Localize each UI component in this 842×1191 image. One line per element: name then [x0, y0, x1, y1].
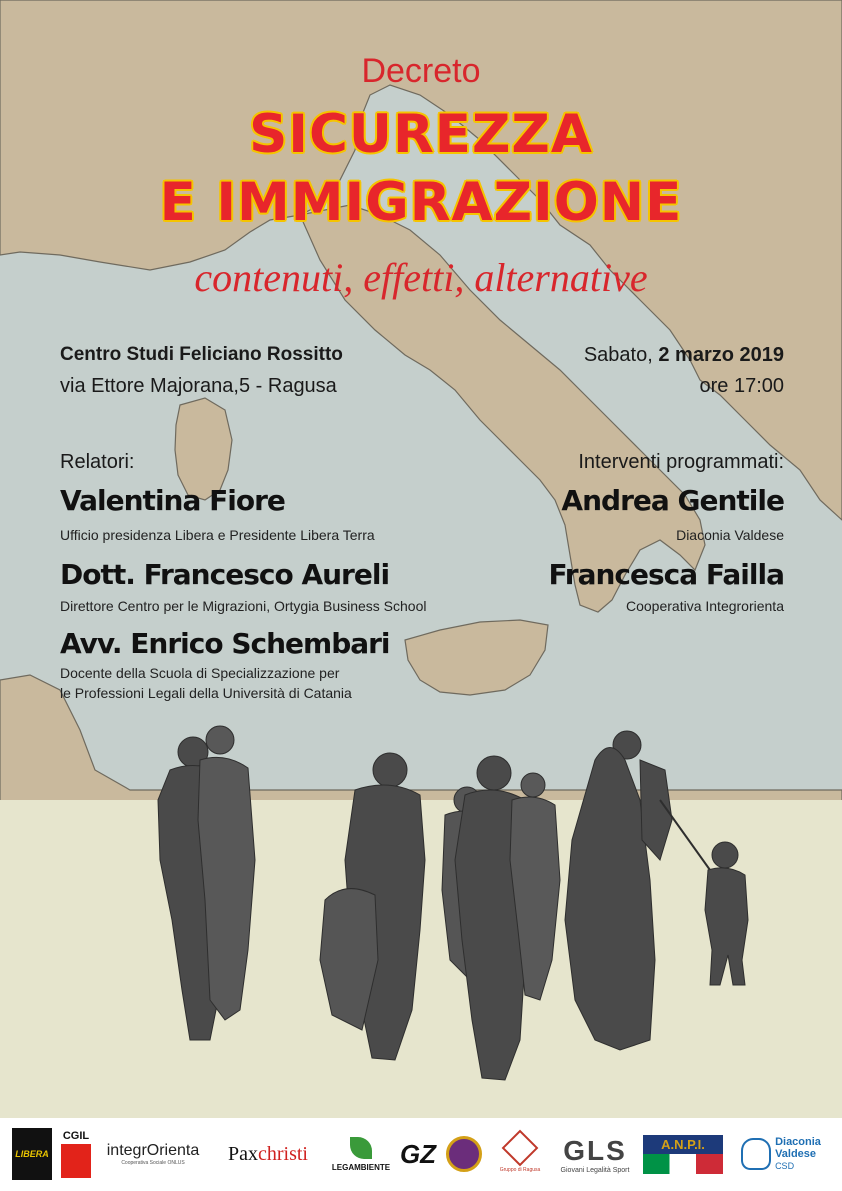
subtitle: contenuti, effetti, alternative [194, 255, 648, 300]
cgil-logo [60, 1128, 92, 1180]
scout-emblem-icon [446, 1136, 482, 1172]
event-date [584, 344, 784, 367]
intervento-name-1: Andrea Gentile [561, 484, 784, 517]
anpi-logo-text: A.N.P.I. [643, 1135, 723, 1154]
interventi-label: Interventi programmati: [578, 451, 784, 473]
gls-logo-text: GLS [563, 1134, 627, 1166]
intervento-role-1: Diaconia Valdese [676, 527, 784, 543]
legambiente-leaf-icon [350, 1137, 372, 1159]
main-title-line1: SICUREZZA [249, 104, 593, 165]
speaker-name-1: Valentina Fiore [60, 484, 285, 517]
speaker-role-3b: le Professioni Legali della Università di Catania [60, 685, 352, 701]
libera-logo [12, 1128, 52, 1180]
diaconia-valdese-logo [732, 1128, 830, 1180]
speaker-role-1: Ufficio presidenza Libera e Presidente Libera Terra [60, 527, 375, 543]
speaker-name-2: Dott. Francesco Aureli [60, 558, 390, 591]
paxchristi-logo-text-a: Pax [228, 1142, 258, 1165]
cgil-logo-text: CGIL [62, 1130, 90, 1142]
diaconia-logo-text-c: CSD [775, 1161, 795, 1171]
speaker-name-3: Avv. Enrico Schembari [60, 627, 390, 660]
day-prefix: Sabato, [583, 344, 653, 366]
venue-address: via Ettore Majorana,5 - Ragusa [60, 375, 337, 397]
scout-emblem-logo [444, 1128, 484, 1180]
speaker-role-2: Direttore Centro per le Migrazioni, Ortygia Business School [60, 598, 427, 614]
relatori-label: Relatori: [60, 451, 135, 473]
integrorienta-logo [98, 1128, 208, 1180]
integrorienta-logo-sub: Cooperativa Sociale ONLUS [121, 1160, 185, 1166]
anpi-logo [642, 1128, 724, 1180]
legambiente-logo [328, 1128, 394, 1180]
main-title-line2: E IMMIGRAZIONE [159, 172, 683, 233]
diaconia-logo-text-b: Valdese [775, 1148, 817, 1160]
anpi-flag-stripes [643, 1154, 723, 1174]
cgil-red-square [61, 1144, 91, 1178]
paxchristi-logo-text-b: christi [258, 1142, 308, 1165]
gz-logo-text: GZ [399, 1138, 437, 1169]
speaker-role-3a: Docente della Scuola di Specializzazione per [60, 665, 340, 681]
sponsor-logos-bar [0, 1118, 842, 1191]
diaconia-logo-texts [775, 1136, 821, 1172]
libera-logo-text: LIBERA [15, 1149, 49, 1159]
venue-name: Centro Studi Feliciano Rossitto [60, 344, 343, 365]
diaconia-logo-text-a: Diaconia [775, 1136, 821, 1148]
event-time: ore 17:00 [699, 375, 784, 397]
scout-gruppo-logo [492, 1128, 548, 1180]
diaconia-emblem-icon [741, 1138, 771, 1170]
pre-title: Decreto [361, 52, 481, 90]
scout-gruppo-logo-text: Gruppo di Ragusa [499, 1167, 541, 1173]
paxchristi-logo [216, 1128, 320, 1180]
scout-gruppo-icon [502, 1130, 539, 1167]
intervento-role-2: Cooperativa Integrorienta [626, 598, 784, 614]
integrorienta-logo-text: integrOrienta [106, 1142, 200, 1159]
gz-logo [400, 1128, 436, 1180]
intervento-name-2: Francesca Failla [548, 558, 784, 591]
legambiente-logo-text: LEGAMBIENTE [331, 1162, 391, 1172]
gls-logo-sub: Giovani Legalità Sport [560, 1166, 630, 1174]
date-value: 2 marzo 2019 [658, 344, 784, 366]
gls-logo [554, 1128, 636, 1180]
